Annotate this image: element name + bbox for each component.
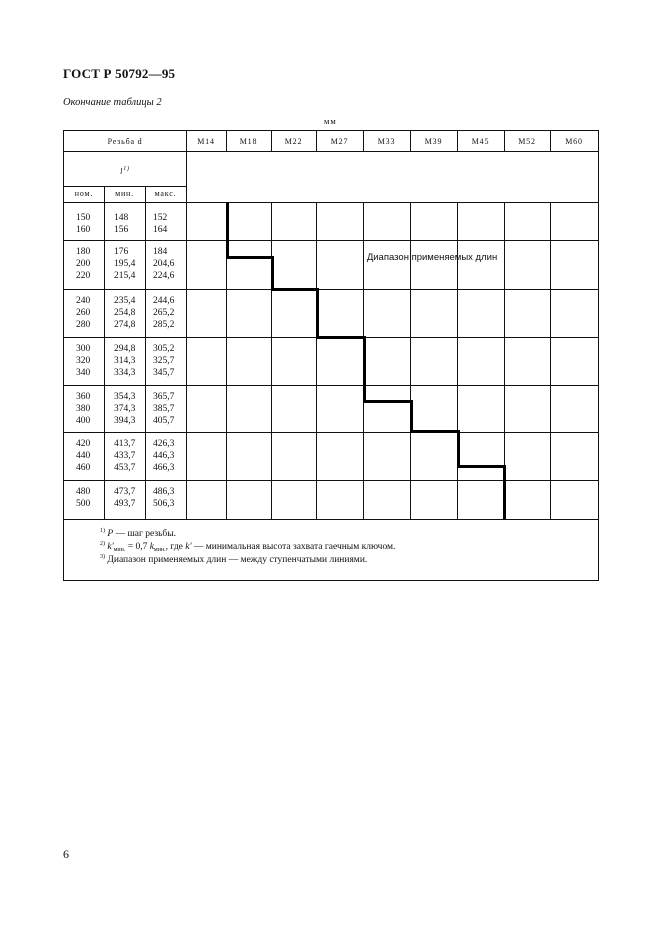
max-subheader: макс. [154, 189, 177, 198]
range-step-line [226, 256, 273, 259]
column-divider [145, 186, 146, 519]
header-divider [64, 151, 598, 152]
size-header: М45 [471, 137, 490, 146]
size-header: М60 [565, 137, 583, 146]
size-header: М14 [197, 137, 215, 146]
document-title: ГОСТ Р 50792—95 [63, 66, 176, 81]
range-step-line [271, 288, 316, 291]
nominal-values: 480 500 [76, 487, 91, 509]
min-values: 176 195,4 215,4 [114, 247, 136, 281]
range-step-line [410, 430, 458, 433]
footnote-3: $^{3)}$ Диапазон применяемых длин — между ступенчатыми линиями. [100, 554, 368, 565]
min-values: 413,7 433,7 453,7 [114, 439, 136, 473]
max-values: 365,7 385,7 405,7 [153, 392, 175, 426]
nominal-values: 300 320 340 [76, 344, 91, 378]
range-step-line [410, 400, 413, 432]
nominal-values: 150 160 [76, 213, 91, 235]
column-divider [410, 202, 411, 519]
range-step-line [503, 465, 506, 519]
column-divider [457, 202, 458, 519]
range-step-line [457, 465, 504, 468]
range-step-line [363, 400, 410, 403]
length-header: $l^{1)}$ [120, 166, 130, 176]
range-step-line [363, 336, 366, 403]
column-divider [186, 131, 187, 519]
min-values: 148 156 [114, 213, 129, 235]
min-subheader: мин. [115, 189, 134, 198]
dimensions-table [63, 130, 599, 581]
footnote-divider [64, 519, 598, 520]
max-values: 244,6 265,2 285,2 [153, 296, 175, 330]
max-values: 486,3 506,3 [153, 487, 175, 509]
nominal-values: 420 440 460 [76, 439, 91, 473]
units-label: мм [324, 116, 337, 126]
max-values: 426,3 446,3 466,3 [153, 439, 175, 473]
range-step-line [316, 336, 363, 339]
table-caption: Окончание таблицы 2 [63, 97, 162, 108]
column-divider [271, 202, 272, 519]
nominal-values: 240 260 280 [76, 296, 91, 330]
column-divider [104, 186, 105, 519]
range-step-line [457, 430, 460, 467]
footnote-2: $^{2)}$ $k'_{мин.} = 0,7$ $k_{мин.}$, где k' — минимальная высота захвата гаечным ключом. [100, 541, 396, 553]
range-step-line [226, 202, 229, 259]
min-values: 473,7 493,7 [114, 487, 136, 509]
footnote-1: $^{1)}$ P — шаг резьбы. [100, 528, 176, 539]
min-values: 294,8 314,3 334,3 [114, 344, 136, 378]
size-header: М22 [284, 137, 303, 146]
page-number: 6 [63, 847, 69, 861]
nominal-values: 360 380 400 [76, 392, 91, 426]
max-values: 305,2 325,7 345,7 [153, 344, 175, 378]
subheader-divider [64, 186, 186, 187]
max-values: 152 164 [153, 213, 168, 235]
min-values: 235,4 254,8 274,8 [114, 296, 136, 330]
nominal-subheader: ном. [74, 189, 94, 198]
range-step-line [271, 256, 274, 291]
column-divider [550, 202, 551, 519]
range-step-line [316, 288, 319, 339]
nominal-values: 180 200 220 [76, 247, 91, 281]
column-divider [316, 202, 317, 519]
size-header: М27 [330, 137, 349, 146]
size-header: М39 [424, 137, 443, 146]
size-header: М33 [377, 137, 396, 146]
size-header: М18 [239, 137, 258, 146]
max-values: 184 204,6 224,6 [153, 247, 175, 281]
min-values: 354,3 374,3 394,3 [114, 392, 136, 426]
size-header: М52 [518, 137, 536, 146]
range-label: Диапазон применяемых длин [366, 252, 498, 263]
thread-header: Резьба d [107, 137, 143, 146]
